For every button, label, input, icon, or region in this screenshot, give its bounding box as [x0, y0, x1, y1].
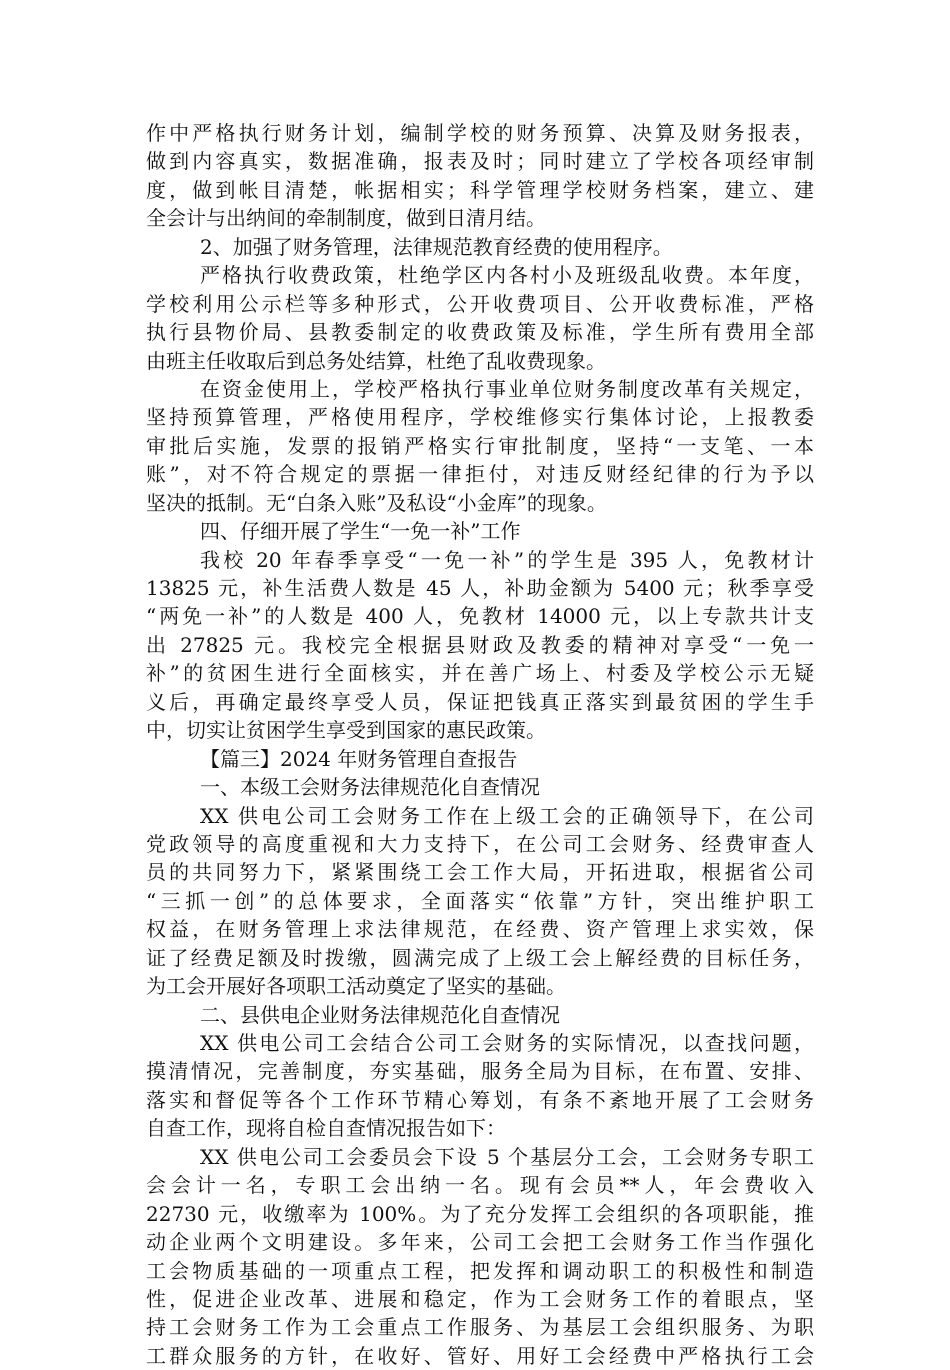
text-line: 补”的贫困生进行全面核实，并在善广场上、村委及学校公示无疑: [146, 661, 814, 686]
text-line: 持工会财务工作为工会重点工作服务、为基层工会组织服务、为职: [146, 1315, 814, 1340]
text-line: 出 27825 元。我校完全根据县财政及教委的精神对享受“一免一: [146, 632, 814, 657]
text-line: 坚决的抵制。无“白条入账”及私设“小金库”的现象。: [146, 490, 607, 515]
text-line: 执行县物价局、县教委制定的收费政策及标准，学生所有费用全部: [146, 320, 814, 345]
text-line: 会会计一名，专职工会出纳一名。现有会员**人，年会费收入: [146, 1173, 814, 1198]
document-body: [146, 119, 814, 1370]
text-line: 【篇三】2024 年财务管理自查报告: [200, 746, 518, 771]
text-line: 严格执行收费政策，杜绝学区内各村小及班级乱收费。本年度，: [200, 263, 814, 288]
text-line: 证了经费足额及时拨缴，圆满完成了上级工会上解经费的目标任务，: [146, 945, 814, 970]
text-line: 工群众服务的方针，在收好、管好、用好工会经费中严格执行工会: [146, 1343, 814, 1368]
text-line: 账”，对不符合规定的票据一律拒付，对违反财经纪律的行为予以: [146, 462, 814, 487]
text-line: 度，做到帐目清楚，帐据相实；科学管理学校财务档案，建立、建: [146, 177, 814, 202]
text-line: 作中严格执行财务计划，编制学校的财务预算、决算及财务报表，: [146, 121, 814, 145]
text-line: 在资金使用上，学校严格执行事业单位财务制度改革有关规定，: [200, 376, 814, 401]
text-line: 做到内容真实，数据准确，报表及时；同时建立了学校各项经审制: [146, 149, 814, 174]
text-line: 中，切实让贫困学生享受到国家的惠民政策。: [146, 718, 546, 743]
text-line: XX 供电公司工会财务工作在上级工会的正确领导下，在公司: [200, 803, 814, 828]
text-line: 动企业两个文明建设。多年来，公司工会把工会财务工作当作强化: [146, 1230, 814, 1255]
text-line: “两免一补”的人数是 400 人，免教材 14000 元，以上专款共计支: [146, 604, 814, 629]
text-line: 由班主任收取后到总务处结算，杜绝了乱收费现象。: [146, 348, 606, 373]
text-line: 2、加强了财务管理，法律规范教育经费的使用程序。: [200, 234, 673, 259]
text-line: 落实和督促等各个工作环节精心筹划，有条不紊地开展了工会财务: [146, 1087, 814, 1112]
text-line: 自查工作，现将自检自查情况报告如下：: [146, 1116, 506, 1141]
text-line: 一、本级工会财务法律规范化自查情况: [200, 775, 540, 800]
text-line: 工会物质基础的一项重点工程，把发挥和调动职工的积极性和制造: [146, 1258, 814, 1283]
text-line: “三抓一创”的总体要求，全面落实“依靠”方针，突出维护职工: [146, 888, 814, 913]
text-line: 义后，再确定最终享受人员，保证把钱真正落实到最贫困的学生手: [146, 689, 814, 714]
text-line: 22730 元，收缴率为 100%。为了充分发挥工会组织的各项职能，推: [146, 1201, 814, 1226]
text-line: 党政领导的高度重视和大力支持下，在公司工会财务、经费审查人: [146, 831, 814, 856]
text-line: 四、仔细开展了学生“一免一补”工作: [200, 519, 521, 544]
text-line: 坚持预算管理，严格使用程序，学校维修实行集体讨论，上报教委: [146, 405, 814, 430]
text-line: XX 供电公司工会委员会下设 5 个基层分工会，工会财务专职工: [200, 1144, 814, 1169]
text-line: XX 供电公司工会结合公司工会财务的实际情况，以查找问题，: [200, 1031, 814, 1055]
text-line: 13825 元，补生活费人数是 45 人，补助金额为 5400 元；秋季享受: [146, 576, 814, 600]
text-line: 权益，在财务管理上求法律规范，在经费、资产管理上求实效，保: [146, 917, 814, 942]
text-line: 学校利用公示栏等多种形式，公开收费项目、公开收费标准，严格: [146, 291, 814, 316]
text-line: 为工会开展好各项职工活动奠定了坚实的基础。: [146, 974, 566, 999]
text-line: 全会计与出纳间的牵制制度，做到日清月结。: [146, 206, 546, 231]
text-line: 摸清情况，完善制度，夯实基础，服务全局为目标，在布置、安排、: [146, 1059, 814, 1084]
text-line: 我校 20 年春季享受“一免一补”的学生是 395 人，免教材计: [200, 547, 814, 572]
text-line: 审批后实施，发票的报销严格实行审批制度，坚持“一支笔、一本: [146, 433, 814, 458]
text-line: 二、县供电企业财务法律规范化自查情况: [200, 1002, 560, 1027]
text-line: 性，促进企业改革、进展和稳定，作为工会财务工作的着眼点，坚: [146, 1286, 814, 1311]
text-line: 员的共同努力下，紧紧围绕工会工作大局，开拓进取，根据省公司: [146, 860, 814, 885]
